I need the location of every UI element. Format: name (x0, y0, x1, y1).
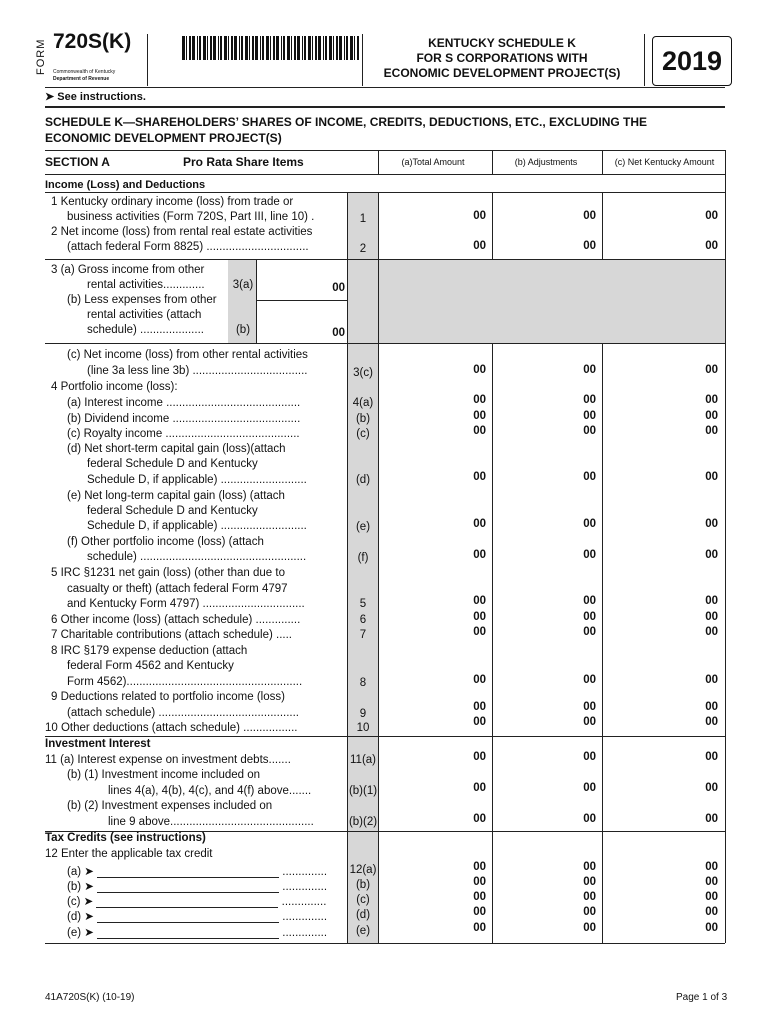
tax-year: 2019 (652, 36, 732, 86)
line-4e-text: (e) Net long-term capital gain (loss) (attach (67, 490, 285, 502)
line-1-text-cont: business activities (Form 720S, Part III, line 10) . (67, 211, 315, 223)
amount-cell-col-a[interactable]: 00 (473, 751, 486, 763)
amount-3b[interactable]: 00 (332, 327, 345, 339)
line-2-text-cont: (attach federal Form 8825) ................................ (67, 241, 309, 253)
barcode-image (182, 36, 360, 66)
line-4b-text: (b) Dividend income ........................................ (67, 413, 301, 425)
line-3c-text-cont: (line 3a less line 3b) .................................... (87, 365, 308, 377)
line-4d-text-cont2: Schedule D, if applicable) ........................... (87, 474, 307, 486)
line-4d-text: (d) Net short-term capital gain (loss)(attach (67, 443, 286, 455)
line-5-text-cont2: and Kentucky Form 4797) ................................ (67, 598, 305, 610)
line-4c-text: (c) Royalty income .......................................... (67, 428, 300, 440)
amount-cell-col-a[interactable]: 00 (473, 240, 486, 252)
form-label: FORM (35, 38, 47, 75)
line-9-text: 9 Deductions related to portfolio income (loss) (51, 691, 285, 703)
line-number: 5 (359, 598, 367, 610)
line-number: 6 (359, 614, 367, 626)
line-number: (b) (235, 324, 251, 336)
line-4e-text-cont2: Schedule D, if applicable) ........................... (87, 520, 307, 532)
line-number: 8 (359, 677, 367, 689)
line-3a-text-cont: rental activities............. (87, 279, 205, 291)
line-number: (b) (355, 879, 371, 891)
line-number: 9 (359, 708, 367, 720)
line-1-text: 1 Kentucky ordinary income (loss) from trade or (51, 196, 294, 208)
line-number: 3(c) (353, 367, 373, 379)
section-label: SECTION A (45, 155, 110, 169)
amount-cell-col-c[interactable]: 00 (705, 922, 718, 934)
amount-cell-col-b[interactable]: 00 (583, 813, 596, 825)
amount-cell-col-c[interactable]: 00 (705, 549, 718, 561)
line-4a-text: (a) Interest income .......................................... (67, 397, 301, 409)
line-12a-label: (a) ➤ .............. (67, 866, 328, 878)
page-number: Page 1 of 3 (676, 992, 728, 1003)
line-number: (b) (355, 413, 371, 425)
heading-income: Income (Loss) and Deductions (45, 179, 206, 191)
amount-cell-col-b[interactable]: 00 (583, 891, 596, 903)
amount-cell-col-a[interactable]: 00 (473, 611, 486, 623)
amount-cell-col-c[interactable]: 00 (705, 861, 718, 873)
amount-cell-col-b[interactable]: 00 (583, 410, 596, 422)
line-number: 10 (356, 722, 370, 734)
amount-cell-col-b[interactable]: 00 (583, 425, 596, 437)
section-subtitle: Pro Rata Share Items (183, 155, 304, 169)
amount-cell-col-a[interactable]: 00 (473, 210, 486, 222)
form-number: 720S(K) (53, 30, 132, 53)
line-number: 4(a) (352, 397, 374, 409)
amount-cell-col-b[interactable]: 00 (583, 471, 596, 483)
amount-cell-col-b[interactable]: 00 (583, 210, 596, 222)
amount-cell-col-c[interactable]: 00 (705, 425, 718, 437)
amount-cell-col-c[interactable]: 00 (705, 364, 718, 376)
line-8-text-cont2: Form 4562)....................................................... (67, 676, 303, 688)
amount-cell-col-a[interactable]: 00 (473, 394, 486, 406)
line-3b-text: (b) Less expenses from other (67, 294, 217, 306)
line-12-text: 12 Enter the applicable tax credit (45, 848, 213, 860)
amount-cell-col-b[interactable]: 00 (583, 861, 596, 873)
credit-name-input-a[interactable] (97, 866, 279, 878)
amount-cell-col-a[interactable]: 00 (473, 782, 486, 794)
line-11b1-text: (b) (1) Investment income included on (67, 769, 261, 781)
line-4e-text-cont: federal Schedule D and Kentucky (87, 505, 258, 517)
amount-cell-col-c[interactable]: 00 (705, 611, 718, 623)
amount-cell-col-a[interactable]: 00 (473, 891, 486, 903)
credit-name-input-c[interactable] (96, 896, 278, 908)
amount-cell-col-a[interactable]: 00 (473, 876, 486, 888)
form-title: KENTUCKY SCHEDULE K FOR S CORPORATIONS WITH ECONOMIC DEVELOPMENT PROJECT(S) (383, 36, 621, 80)
amount-cell-col-b[interactable]: 00 (583, 364, 596, 376)
amount-cell-col-a[interactable]: 00 (473, 813, 486, 825)
line-11b2-text-cont: line 9 above............................................. (108, 816, 314, 828)
line-number: (c) (356, 894, 370, 906)
see-instructions: ➤ See instructions. (45, 91, 146, 103)
amount-cell-col-b[interactable]: 00 (583, 611, 596, 623)
amount-cell-col-a[interactable]: 00 (473, 410, 486, 422)
amount-cell-col-b[interactable]: 00 (583, 716, 596, 728)
amount-cell-col-b[interactable]: 00 (583, 240, 596, 252)
line-number: (c) (356, 428, 370, 440)
credit-name-input-e[interactable] (97, 927, 279, 939)
amount-cell-col-c[interactable]: 00 (705, 240, 718, 252)
amount-cell-col-c[interactable]: 00 (705, 891, 718, 903)
amount-cell-col-b[interactable]: 00 (583, 626, 596, 638)
amount-cell-col-c[interactable]: 00 (705, 701, 718, 713)
amount-cell-col-c[interactable]: 00 (705, 210, 718, 222)
amount-cell-col-c[interactable]: 00 (705, 595, 718, 607)
line-12d-label: (d) ➤ .............. (67, 911, 328, 923)
line-3b-text-cont2: schedule) .................... (87, 324, 204, 336)
line-12b-label: (b) ➤ .............. (67, 881, 328, 893)
amount-cell-col-a[interactable]: 00 (473, 626, 486, 638)
amount-cell-col-b[interactable]: 00 (583, 701, 596, 713)
line-2-text: 2 Net income (loss) from rental real estate activities (51, 226, 313, 238)
line-number: (d) (355, 909, 371, 921)
line-5-text-cont: casualty or theft) (attach federal Form 4797 (67, 583, 288, 595)
line-3a-text: 3 (a) Gross income from other (51, 264, 205, 276)
amount-cell-col-a[interactable]: 00 (473, 425, 486, 437)
line-3b-text-cont: rental activities (attach (87, 309, 202, 321)
line-9-text-cont: (attach schedule) ............................................ (67, 707, 299, 719)
line-number: 11(a) (350, 754, 376, 766)
line-5-text: 5 IRC §1231 net gain (loss) (other than due to (51, 567, 285, 579)
column-header-b: (b) Adjustments (514, 157, 578, 167)
line-number: 3(a) (232, 279, 254, 291)
credit-name-input-b[interactable] (97, 881, 279, 893)
amount-cell-col-b[interactable]: 00 (583, 906, 596, 918)
agency-name: Commonwealth of Kentucky Department of Revenue (53, 69, 116, 82)
amount-cell-col-a[interactable]: 00 (473, 674, 486, 686)
amount-cell-col-a[interactable]: 00 (473, 471, 486, 483)
amount-cell-col-c[interactable]: 00 (705, 674, 718, 686)
amount-cell-col-b[interactable]: 00 (583, 518, 596, 530)
amount-cell-col-c[interactable]: 00 (705, 751, 718, 763)
line-number: (d) (355, 474, 371, 486)
amount-cell-col-a[interactable]: 00 (473, 861, 486, 873)
line-12e-label: (e) ➤ .............. (67, 927, 328, 939)
line-12c-label: (c) ➤ .............. (67, 896, 327, 908)
amount-cell-col-a[interactable]: 00 (473, 716, 486, 728)
amount-cell-col-a[interactable]: 00 (473, 518, 486, 530)
amount-cell-col-b[interactable]: 00 (583, 674, 596, 686)
line-number: (b)(2) (348, 816, 378, 828)
amount-cell-col-a[interactable]: 00 (473, 595, 486, 607)
line-10-text: 10 Other deductions (attach schedule) ................. (45, 722, 298, 734)
amount-cell-col-b[interactable]: 00 (583, 394, 596, 406)
line-11a-text: 11 (a) Interest expense on investment debts....... (45, 754, 291, 766)
line-4d-text-cont: federal Schedule D and Kentucky (87, 458, 258, 470)
form-id: 41A720S(K) (10-19) (45, 992, 135, 1003)
amount-cell-col-b[interactable]: 00 (583, 876, 596, 888)
line-6-text: 6 Other income (loss) (attach schedule) .............. (51, 614, 301, 626)
line-number: (b)(1) (348, 785, 378, 797)
schedule-title: SCHEDULE K—SHAREHOLDERS’ SHARES OF INCOME, CREDITS, DEDUCTIONS, ETC., EXCLUDING THE ECONOMIC DEVELOPMENT PROJECT(S) (45, 115, 648, 145)
credit-name-input-d[interactable] (97, 911, 279, 923)
amount-cell-col-c[interactable]: 00 (705, 906, 718, 918)
amount-3a[interactable]: 00 (332, 282, 345, 294)
line-number: 1 (359, 213, 367, 225)
amount-cell-col-c[interactable]: 00 (705, 394, 718, 406)
amount-cell-col-c[interactable]: 00 (705, 626, 718, 638)
amount-cell-col-c[interactable]: 00 (705, 782, 718, 794)
column-header-c: (c) Net Kentucky Amount (614, 157, 715, 167)
line-number: 7 (359, 629, 367, 641)
line-number: (f) (357, 552, 369, 564)
line-11b1-text-cont: lines 4(a), 4(b), 4(c), and 4(f) above....... (108, 785, 312, 797)
amount-cell-col-c[interactable]: 00 (705, 716, 718, 728)
line-number: 12(a) (349, 864, 377, 876)
line-3c-text: (c) Net income (loss) from other rental activities (67, 349, 308, 361)
line-4f-text-cont: schedule) .................................................... (87, 551, 307, 563)
amount-cell-col-c[interactable]: 00 (705, 410, 718, 422)
line-11b2-text: (b) (2) Investment expenses included on (67, 800, 273, 812)
amount-cell-col-a[interactable]: 00 (473, 364, 486, 376)
line-number: (e) (355, 925, 371, 937)
amount-cell-col-c[interactable]: 00 (705, 813, 718, 825)
amount-cell-col-b[interactable]: 00 (583, 782, 596, 794)
amount-cell-col-a[interactable]: 00 (473, 701, 486, 713)
line-8-text-cont: federal Form 4562 and Kentucky (67, 660, 234, 672)
line-7-text: 7 Charitable contributions (attach schedule) ..... (51, 629, 292, 641)
amount-cell-col-c[interactable]: 00 (705, 471, 718, 483)
amount-cell-col-b[interactable]: 00 (583, 595, 596, 607)
line-8-text: 8 IRC §179 expense deduction (attach (51, 645, 248, 657)
amount-cell-col-c[interactable]: 00 (705, 876, 718, 888)
amount-cell-col-a[interactable]: 00 (473, 906, 486, 918)
line-4f-text: (f) Other portfolio income (loss) (attach (67, 536, 264, 548)
column-header-a: (a)Total Amount (401, 157, 465, 167)
heading-credits: Tax Credits (see instructions) (45, 832, 206, 844)
amount-cell-col-a[interactable]: 00 (473, 922, 486, 934)
amount-cell-col-c[interactable]: 00 (705, 518, 718, 530)
line-number: (e) (355, 521, 371, 533)
line-number: 2 (359, 243, 367, 255)
amount-cell-col-b[interactable]: 00 (583, 751, 596, 763)
heading-investment: Investment Interest (45, 738, 151, 750)
amount-cell-col-b[interactable]: 00 (583, 549, 596, 561)
amount-cell-col-a[interactable]: 00 (473, 549, 486, 561)
amount-cell-col-b[interactable]: 00 (583, 922, 596, 934)
line-4-text: 4 Portfolio income (loss): (51, 381, 178, 393)
